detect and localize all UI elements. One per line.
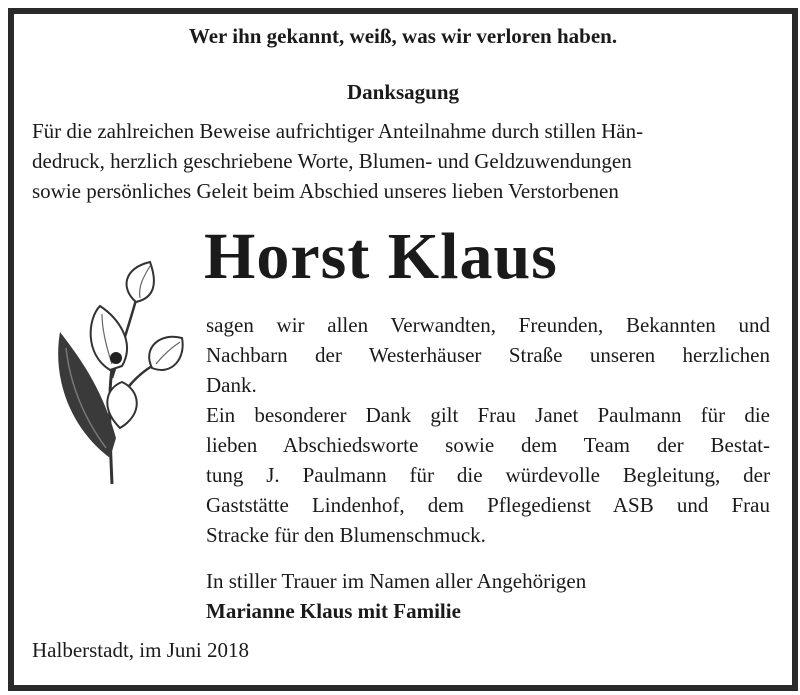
motto: Wer ihn gekannt, weiß, was wir verloren haben.	[188, 24, 618, 48]
thanks-line: Stracke für den Blumenschmuck.	[206, 523, 486, 547]
obituary-notice	[8, 8, 798, 691]
thanks-line: Ein besonderer Dank gilt Frau Janet Paulmann für die	[206, 403, 770, 427]
signature-block	[206, 566, 586, 626]
thanks-text	[206, 310, 770, 550]
thanks-line: lieben Abschiedsworte sowie dem Team der Bestat-	[206, 433, 770, 457]
intro-line: sowie persönliches Geleit beim Abschied unseres lieben Verstorbenen	[32, 179, 619, 203]
thanks-line: sagen wir allen Verwandten, Freunden, Bekannten und	[206, 313, 770, 337]
notice-heading: Danksagung	[346, 80, 460, 104]
calla-lily-icon	[40, 258, 190, 488]
place-date: Halberstadt, im Juni 2018	[32, 638, 249, 662]
intro-line: dedruck, herzlich geschriebene Worte, Blumen- und Geldzuwendungen	[32, 149, 632, 173]
thanks-line: tung J. Paulmann für die würdevolle Begleitung, der	[206, 463, 770, 487]
thanks-line: Dank.	[206, 373, 257, 397]
signature: Marianne Klaus mit Familie	[206, 599, 461, 623]
thanks-line: Gaststätte Lindenhof, dem Pflegedienst ASB und Frau	[206, 493, 770, 517]
thanks-line: Nachbarn der Westerhäuser Straße unseren herzlichen	[206, 343, 770, 367]
intro-line: Für die zahlreichen Beweise aufrichtiger Anteilnahme durch stillen Hän-	[32, 119, 644, 143]
mourning-line: In stiller Trauer im Namen aller Angehörigen	[206, 569, 587, 593]
deceased-name: Horst Klaus	[204, 220, 558, 293]
intro-text	[32, 116, 774, 206]
